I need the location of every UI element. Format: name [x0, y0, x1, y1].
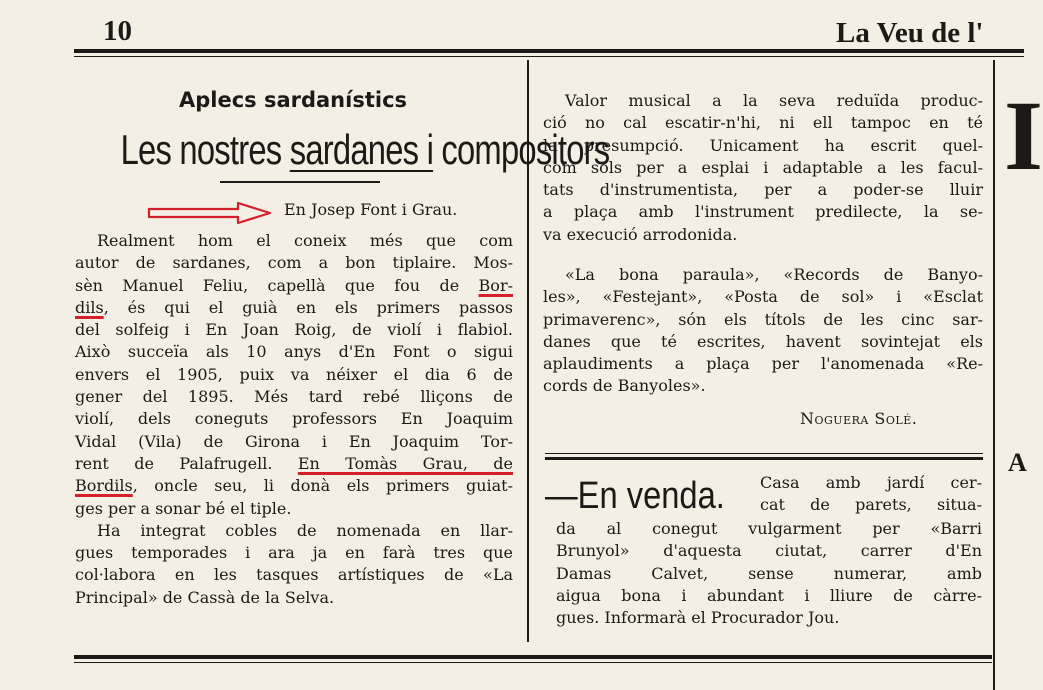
- ad-separator-rule-thick: [545, 457, 983, 460]
- cropped-edge-letter: A: [1008, 448, 1027, 477]
- text-line: Damas Calvet, sense numerar, amb: [556, 563, 982, 583]
- column-divider: [993, 60, 995, 690]
- text-line: primaverenc», són els títols de les cinc sar-: [543, 309, 983, 329]
- text-fragment: rent de Palafrugell.: [75, 453, 298, 473]
- text-line: [75, 475, 513, 497]
- text-line: Ha integrat cobles de nomenada en llar-: [97, 520, 513, 540]
- ad-title: —En venda.: [545, 475, 725, 517]
- text-line: aigua bona i abundant i lliure de càrre-: [556, 585, 982, 605]
- text-line: gues temporades i ara ja en farà tres que: [75, 543, 513, 563]
- ad-separator-rule: [545, 453, 983, 454]
- red-underline-annotation: dils: [75, 297, 104, 317]
- text-fragment: sèn Manuel Feliu, capellà que fou de: [75, 275, 479, 295]
- cropped-edge-letter: I: [1004, 80, 1043, 191]
- text-line: Valor musical a la seva reduïda produc-: [565, 91, 983, 110]
- article-column-1: [75, 230, 513, 609]
- footer-rule-thin: [74, 662, 992, 663]
- text-line: [75, 297, 513, 319]
- text-line: «La bona paraula», «Records de Banyo-: [565, 265, 983, 284]
- text-line: gues. Informarà el Procurador Jou.: [556, 608, 840, 628]
- article-column-2-para-2: [543, 264, 983, 398]
- text-line: Això succeïa als 10 anys d'En Font o sigui: [75, 342, 513, 362]
- section-kicker: Aplecs sardanístics: [178, 88, 408, 112]
- red-underline-annotation: Bor-: [478, 275, 513, 295]
- article-byline: En Josep Font i Grau.: [284, 200, 458, 219]
- text-line: da al conegut vulgarment per «Barri: [556, 519, 982, 538]
- masthead: La Veu de l': [836, 17, 984, 49]
- text-line: [75, 453, 513, 475]
- text-line: violí, dels coneguts professors En Joaquim: [75, 409, 513, 429]
- page-number: 10: [103, 15, 132, 47]
- article-signature: Noguera Solé.: [800, 409, 918, 428]
- text-fragment: , és qui el guià en els primers passos: [103, 297, 513, 317]
- headline-underline-rule: [220, 181, 380, 183]
- header-rule-top: [74, 49, 1024, 53]
- text-line: Casa amb jardí cer-: [760, 473, 982, 492]
- text-line: ges per a sonar bé el tiple.: [75, 498, 292, 518]
- text-line: la presumpció. Unicament ha escrit quel-: [543, 135, 983, 155]
- text-line: danes que té escrites, havent sovintejat els: [543, 331, 983, 351]
- headline-part: compositors: [433, 126, 610, 173]
- text-line: a plaça amb l'instrument predilecte, la se-: [543, 202, 983, 222]
- text-line: Realment hom el coneix més que com: [97, 231, 513, 250]
- text-line: autor de sardanes, com a bon tiplaire. Mos-: [75, 253, 513, 273]
- text-line: tats d'instrumentista, per a poder-se lluir: [543, 180, 983, 200]
- header-rule-bottom: [74, 56, 1024, 57]
- headline-underlined: sardanes i: [289, 126, 434, 173]
- text-line: va execució arrodonida.: [543, 224, 738, 244]
- text-fragment: , oncle seu, li donà els primers guiat-: [132, 476, 513, 496]
- ad-lines-beside-title: [760, 472, 982, 517]
- red-underline-annotation: Bordils: [75, 476, 133, 496]
- text-line: envers el 1905, puix va néixer el dia 6 de: [75, 364, 513, 384]
- red-underline-annotation: En Tomàs Grau, de: [297, 453, 514, 473]
- red-arrow-annotation-icon: [146, 201, 274, 225]
- text-line: com sols per a esplai i adaptable a les facul-: [543, 157, 983, 177]
- headline-part: Les nostres: [120, 126, 290, 173]
- text-line: [75, 275, 513, 297]
- text-line: Vidal (Vila) de Girona i En Joaquim Tor-: [75, 431, 513, 451]
- text-line: del solfeig i En Joan Roig, de violí i flabiol.: [75, 320, 513, 340]
- article-column-2: [543, 90, 983, 246]
- ad-body: [556, 518, 982, 629]
- text-line: Brunyol» d'aquesta ciutat, carrer d'En: [556, 541, 982, 561]
- text-line: col·labora en les tasques artístiques de «La: [75, 565, 513, 585]
- footer-rule-thick: [74, 655, 992, 659]
- text-line: aplaudiments a plaça per l'anomenada «Re-: [543, 354, 983, 374]
- text-line: cat de parets, situa-: [760, 495, 982, 515]
- text-line: ció no cal escatir-n'hi, ni ell tampoc en té: [543, 113, 983, 133]
- text-line: cords de Banyoles».: [543, 376, 706, 396]
- text-line: gener del 1895. Més tard rebé lliçons de: [75, 387, 513, 407]
- article-headline: [120, 122, 610, 178]
- text-line: les», «Festejant», «Posta de sol» i «Esclat: [543, 287, 983, 307]
- text-line: Principal» de Cassà de la Selva.: [75, 587, 335, 607]
